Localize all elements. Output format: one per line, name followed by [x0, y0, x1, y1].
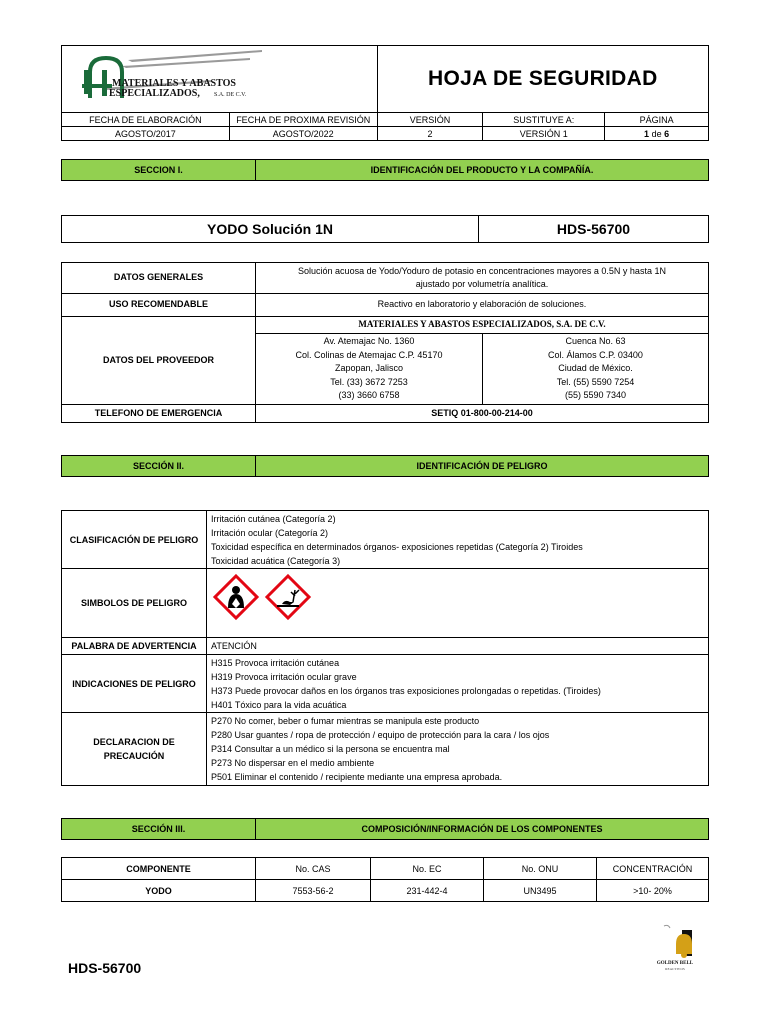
clasificacion-item: Irritación ocular (Categoría 2) — [211, 527, 329, 538]
page-total: 6 — [664, 128, 670, 139]
company-logo-cell — [62, 46, 378, 113]
emergencia-label: TELEFONO DE EMERGENCIA — [62, 405, 256, 423]
footer-document-code: HDS-56700 — [68, 960, 142, 976]
page-of: de — [651, 128, 662, 139]
document-header — [61, 45, 709, 141]
clasificacion-label: CLASIFICACIÓN DE PELIGRO — [62, 511, 207, 569]
section-3-bar — [61, 818, 709, 840]
page-current: 1 — [644, 128, 650, 139]
indicaciones-label: INDICACIONES DE PELIGRO — [62, 655, 207, 713]
address-right-line: Col. Álamos C.P. 03400 — [548, 349, 643, 360]
cell-concentracion: >10- 20% — [597, 880, 709, 902]
meta-label-elaboracion: FECHA DE ELABORACIÓN — [62, 113, 230, 127]
address-left-line: Av. Atemajac No. 1360 — [323, 336, 415, 347]
supplier-address-cdmx — [483, 334, 709, 405]
clasificacion-list — [207, 511, 709, 569]
cell-onu: UN3495 — [484, 880, 597, 902]
section-3-title: COMPOSICIÓN/INFORMACIÓN DE LOS COMPONENTES — [361, 824, 603, 834]
clasificacion-item: Toxicidad acuática (Categoría 3) — [211, 555, 341, 566]
meta-value-elaboracion: AGOSTO/2017 — [62, 127, 230, 141]
datos-generales-line1: Solución acuosa de Yodo/Yoduro de potasio en concentraciones mayores a 0.5N y hasta 1N — [298, 265, 666, 276]
datos-generales-value — [256, 263, 709, 294]
clasificacion-item: Irritación cutánea (Categoría 2) — [211, 513, 336, 524]
section-2-bar — [61, 455, 709, 477]
section-3-number: SECCIÓN III. — [62, 819, 256, 839]
meta-value-pagina — [605, 127, 709, 141]
precaucion-item: P270 No comer, beber o fumar mientras se manipula este producto — [211, 716, 480, 726]
section-1-number: SECCION I. — [62, 160, 256, 180]
clasificacion-item: Toxicidad específica en determinados órganos- exposiciones repetidas (Categoría 2) Tiroides — [211, 541, 583, 552]
components-table — [61, 857, 709, 902]
col-header-componente: COMPONENTE — [62, 858, 256, 880]
address-right-line: Tel. (55) 5590 7254 — [556, 376, 635, 387]
proveedor-label: DATOS DEL PROVEEDOR — [62, 317, 256, 405]
address-left-line: Tel. (33) 3672 7253 — [330, 376, 408, 387]
address-right-line: Cuenca No. 63 — [565, 336, 626, 347]
supplier-address-guadalajara — [256, 334, 483, 405]
address-left-line: Col. Colinas de Atemajac C.P. 45170 — [295, 349, 443, 360]
precaucion-item: P314 Consultar a un médico si la persona se encuentra mal — [211, 744, 450, 754]
ghs-pictograms — [211, 572, 315, 630]
table-row — [62, 880, 709, 902]
precaucion-item: P273 No dispersar en el medio ambiente — [211, 758, 375, 768]
section-2-title: IDENTIFICACIÓN DE PELIGRO — [416, 461, 548, 471]
address-left-line: (33) 3660 6758 — [338, 390, 400, 401]
precaucion-label-line1: DECLARACION DE — [93, 737, 175, 747]
palabra-label: PALABRA DE ADVERTENCIA — [62, 638, 207, 655]
col-header-onu: No. ONU — [484, 858, 597, 880]
product-name: YODO Solución 1N — [62, 216, 479, 243]
section-1-title: IDENTIFICACIÓN DEL PRODUCTO Y LA COMPAÑÍA. — [370, 165, 594, 175]
cell-ec: 231-442-4 — [371, 880, 484, 902]
precaucion-item: P501 Eliminar el contenido / recipiente mediante una empresa aprobada. — [211, 772, 503, 782]
datos-generales-label: DATOS GENERALES — [62, 263, 256, 294]
indicacion-item: H401 Tóxico para la vida acuática — [211, 699, 347, 710]
health-hazard-icon — [215, 576, 257, 618]
general-data-table — [61, 262, 709, 423]
uso-recomendable-label: USO RECOMENDABLE — [62, 294, 256, 317]
environment-hazard-icon — [267, 576, 309, 618]
golden-bell-brand: GOLDEN BELL — [656, 961, 694, 966]
golden-bell-logo — [650, 922, 700, 974]
meta-label-version: VERSIÓN — [377, 113, 483, 127]
datos-generales-line2: ajustado por volumetría analítica. — [415, 279, 549, 289]
meta-label-pagina: PÁGINA — [605, 113, 709, 127]
simbolos-label: SIMBOLOS DE PELIGRO — [62, 569, 207, 638]
col-header-ec: No. EC — [371, 858, 484, 880]
address-right-line: (55) 5590 7340 — [564, 390, 627, 401]
golden-bell-sub: REACTIVOS — [665, 967, 685, 971]
uso-recomendable-value: Reactivo en laboratorio y elaboración de soluciones. — [256, 294, 709, 317]
emergencia-value: SETIQ 01-800-00-214-00 — [256, 405, 709, 423]
indicacion-item: H373 Puede provocar daños en los órganos tras exposiciones prolongadas o repetidas. (Tiroides) — [211, 685, 601, 696]
page-title: HOJA DE SEGURIDAD — [377, 46, 708, 113]
company-logo — [62, 46, 272, 110]
indicacion-item: H315 Provoca irritación cutánea — [211, 657, 340, 668]
company-name-line2: ESPECIALIZADOS, — [109, 88, 200, 99]
precauciones-list — [207, 713, 709, 786]
col-header-concentracion: CONCENTRACIÓN — [597, 858, 709, 880]
meta-label-revision: FECHA DE PROXIMA REVISIÓN — [229, 113, 377, 127]
address-left-line: Zapopan, Jalisco — [334, 363, 404, 374]
supplier-name: MATERIALES Y ABASTOS ESPECIALIZADOS, S.A. DE C.V. — [256, 317, 709, 334]
hazard-table — [61, 510, 709, 786]
section-1-bar — [61, 159, 709, 181]
meta-value-sustituye: VERSIÓN 1 — [483, 127, 605, 141]
address-right-line: Ciudad de México. — [558, 363, 633, 374]
meta-label-sustituye: SUSTITUYE A: — [483, 113, 605, 127]
simbolos-cell — [207, 569, 709, 638]
section-2-number: SECCIÓN II. — [62, 456, 256, 476]
meta-value-revision: AGOSTO/2022 — [229, 127, 377, 141]
precaucion-item: P280 Usar guantes / ropa de protección / equipo de protección para la cara / los ojos — [211, 730, 550, 740]
col-header-cas: No. CAS — [256, 858, 371, 880]
company-name-line1: MATERIALES Y ABASTOS — [112, 78, 236, 89]
indicaciones-list — [207, 655, 709, 713]
cell-componente: YODO — [62, 880, 256, 902]
cell-cas: 7553-56-2 — [256, 880, 371, 902]
palabra-value: ATENCIÓN — [207, 638, 709, 655]
indicacion-item: H319 Provoca irritación ocular grave — [211, 671, 357, 682]
precaucion-label-line2: PRECAUCIÓN — [103, 751, 165, 761]
precaucion-label — [62, 713, 207, 786]
meta-value-version: 2 — [377, 127, 483, 141]
product-identification — [61, 215, 709, 243]
company-suffix: S.A. DE C.V. — [214, 92, 247, 98]
product-code: HDS-56700 — [479, 216, 709, 243]
